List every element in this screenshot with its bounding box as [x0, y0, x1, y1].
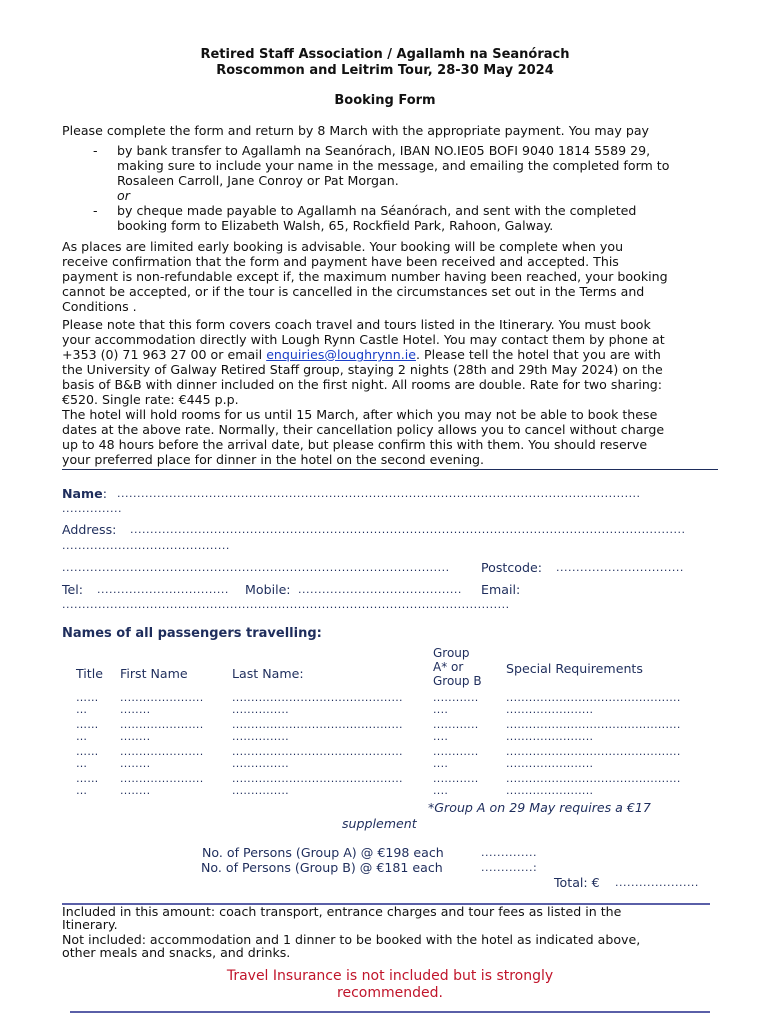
para2-line: up to 48 hours before the arrival date, but please confirm this with them. You should reserve [62, 437, 648, 452]
row-title-input[interactable]: …… [76, 718, 99, 731]
passengers-heading: Names of all passengers travelling: [62, 626, 322, 641]
row-title-input-2[interactable]: … [76, 703, 88, 716]
excluded-line-2: other meals and snacks, and drinks. [62, 945, 291, 960]
email-link[interactable]: enquiries@loughrynn.ie [266, 347, 416, 362]
para2-text: . Please tell the hotel that you are with [415, 347, 661, 362]
row-title-input[interactable]: …… [76, 691, 99, 704]
row-first-name-input-2[interactable]: ........ [120, 757, 151, 770]
row-special-requirements-input[interactable]: .............................................. [506, 691, 681, 704]
para2-line: dates at the above rate. Normally, their cancellation policy allows you to cancel without charge [62, 422, 665, 437]
included-line: Included in this amount: coach transport, entrance charges and tour fees as listed in the [62, 904, 622, 919]
row-first-name-input-2[interactable]: ........ [120, 703, 151, 716]
row-first-name-input[interactable]: ...................... [120, 691, 204, 704]
row-first-name-input-2[interactable]: ........ [120, 784, 151, 797]
address-input-line-2[interactable]: .......................................... [62, 539, 230, 552]
address-label: Address: [62, 522, 117, 537]
col-group: A* or [433, 660, 464, 674]
name-input-line-2[interactable]: ............... [62, 502, 122, 515]
postcode-input-line[interactable]: ................................ [556, 561, 684, 574]
mobile-input-line[interactable]: ......................................... [298, 583, 462, 596]
row-special-requirements-input[interactable]: .............................................. [506, 745, 681, 758]
group-b-persons-label: No. of Persons (Group B) @ €181 each [201, 860, 443, 875]
row-group-input-2[interactable]: .... [433, 703, 449, 716]
title-line-2: Roscommon and Leitrim Tour, 28-30 May 2024 [216, 63, 554, 78]
para2-line: the University of Galway Retired Staff group, staying 2 nights (28th and 29th May 2024) on the [62, 362, 663, 377]
row-title-input[interactable]: …… [76, 745, 99, 758]
insurance-notice-2: recommended. [337, 985, 443, 1001]
row-last-name-input-2[interactable]: ............... [232, 730, 289, 743]
postcode-label: Postcode: [481, 560, 542, 575]
group-a-persons-input[interactable]: .............. [481, 846, 537, 859]
divider [70, 1011, 710, 1013]
para2-line: your preferred place for dinner in the hotel on the second evening. [62, 452, 485, 467]
bullet1-line2: making sure to include your name in the message, and emailing the completed form to [117, 158, 670, 173]
row-special-requirements-input-2[interactable]: ....................... [506, 784, 594, 797]
para1-line: cannot be accepted, or if the tour is cancelled in the circumstances set out in the Terms and [62, 284, 645, 299]
divider [62, 469, 718, 470]
total-label: Total: € [554, 875, 600, 890]
col-first-name: First Name [120, 666, 188, 681]
row-special-requirements-input-2[interactable]: ....................... [506, 730, 594, 743]
row-title-input-2[interactable]: … [76, 757, 88, 770]
group-a-note: *Group A on 29 May requires a €17 [428, 800, 651, 815]
para2-line: basis of B&B with dinner included on the first night. All rooms are double. Rate for two sharing: [62, 377, 663, 392]
name-input-line[interactable]: ................................................................................................................................... [117, 487, 641, 500]
row-special-requirements-input[interactable]: .............................................. [506, 718, 681, 731]
row-last-name-input[interactable]: ............................................. [232, 745, 403, 758]
row-special-requirements-input-2[interactable]: ....................... [506, 757, 594, 770]
tel-label: Tel: [62, 582, 84, 597]
para1-line: As places are limited early booking is advisable. Your booking will be complete when you [62, 239, 624, 254]
para2-line: The hotel will hold rooms for us until 15 March, after which you may not be able to book these [62, 407, 658, 422]
name-label: Name [62, 486, 103, 501]
bullet-or: or [117, 188, 130, 203]
bullet1-line3: Rosaleen Carroll, Jane Conroy or Pat Morgan. [117, 173, 399, 188]
address-input-line-3[interactable]: ................................................................................................. [62, 561, 450, 574]
row-last-name-input-2[interactable]: ............... [232, 757, 289, 770]
email-label: Email: [481, 582, 521, 597]
row-group-input[interactable]: ............ [433, 718, 479, 731]
insurance-notice: Travel Insurance is not included but is strongly [226, 968, 554, 984]
row-title-input-2[interactable]: … [76, 784, 88, 797]
address-input-line[interactable]: ........................................................................................................................................... [130, 523, 686, 536]
row-group-input-2[interactable]: .... [433, 784, 449, 797]
row-last-name-input[interactable]: ............................................. [232, 691, 403, 704]
row-title-input[interactable]: …… [76, 772, 99, 785]
excluded-line: Not included: accommodation and 1 dinner to be booked with the hotel as indicated above, [62, 932, 641, 947]
row-group-input-2[interactable]: .... [433, 757, 449, 770]
para2-line: €520. Single rate: €445 p.p. [62, 392, 239, 407]
email-input-line[interactable]: ................................................................................................................ [62, 598, 510, 611]
col-title: Title [76, 666, 103, 681]
group-a-persons-label: No. of Persons (Group A) @ €198 each [202, 845, 444, 860]
tel-input-line[interactable]: ................................. [97, 583, 229, 596]
row-group-input[interactable]: ............ [433, 691, 479, 704]
col-group: Group [433, 646, 470, 660]
para2-line: Please note that this form covers coach travel and tours listed in the Itinerary. You must book [62, 317, 651, 332]
group-b-persons-input[interactable]: .............: [481, 861, 538, 874]
row-group-input[interactable]: ............ [433, 745, 479, 758]
para1-line: payment is non-refundable except if, the maximum number having been reached, your booking [62, 269, 668, 284]
bullet1-line1: by bank transfer to Agallamh na Seanórach, IBAN NO.IE05 BOFI 9040 1814 5589 29, [117, 143, 651, 158]
included-line-2: Itinerary. [62, 917, 118, 932]
para2-line [62, 347, 661, 362]
row-title-input-2[interactable]: … [76, 730, 88, 743]
form-title: Booking Form [334, 93, 436, 108]
para1-line: Conditions . [62, 299, 137, 314]
name-field: Name: [62, 486, 107, 501]
row-last-name-input[interactable]: ............................................. [232, 718, 403, 731]
para2-line: your accommodation directly with Lough Rynn Castle Hotel. You may contact them by phone at [62, 332, 665, 347]
row-last-name-input-2[interactable]: ............... [232, 784, 289, 797]
title-line-1: Retired Staff Association / Agallamh na Seanórach [200, 47, 570, 62]
row-last-name-input-2[interactable]: ............... [232, 703, 289, 716]
bullet2-line2: booking form to Elizabeth Walsh, 65, Rockfield Park, Rahoon, Galway. [117, 218, 554, 233]
mobile-label: Mobile: [245, 582, 291, 597]
col-group: Group B [433, 674, 482, 688]
col-special-requirements: Special Requirements [506, 661, 643, 676]
row-first-name-input[interactable]: ...................... [120, 772, 204, 785]
bullet-dash: - [93, 203, 98, 218]
row-special-requirements-input-2[interactable]: ....................... [506, 703, 594, 716]
para1-line: receive confirmation that the form and payment have been received and accepted. This [62, 254, 619, 269]
bullet2-line1: by cheque made payable to Agallamh na Séanórach, and sent with the completed [117, 203, 637, 218]
row-group-input[interactable]: ............ [433, 772, 479, 785]
group-a-note-2: supplement [342, 816, 417, 831]
row-first-name-input[interactable]: ...................... [120, 745, 204, 758]
row-first-name-input-2[interactable]: ........ [120, 730, 151, 743]
col-last-name: Last Name: [232, 666, 304, 681]
total-input[interactable]: ..................... [615, 876, 699, 889]
para2-text: +353 (0) 71 963 27 00 or email [62, 347, 267, 362]
bullet-dash: - [93, 143, 98, 158]
row-last-name-input[interactable]: ............................................. [232, 772, 403, 785]
row-special-requirements-input[interactable]: .............................................. [506, 772, 681, 785]
row-first-name-input[interactable]: ...................... [120, 718, 204, 731]
intro-lead: Please complete the form and return by 8 March with the appropriate payment. You may pay [62, 123, 650, 138]
row-group-input-2[interactable]: .... [433, 730, 449, 743]
